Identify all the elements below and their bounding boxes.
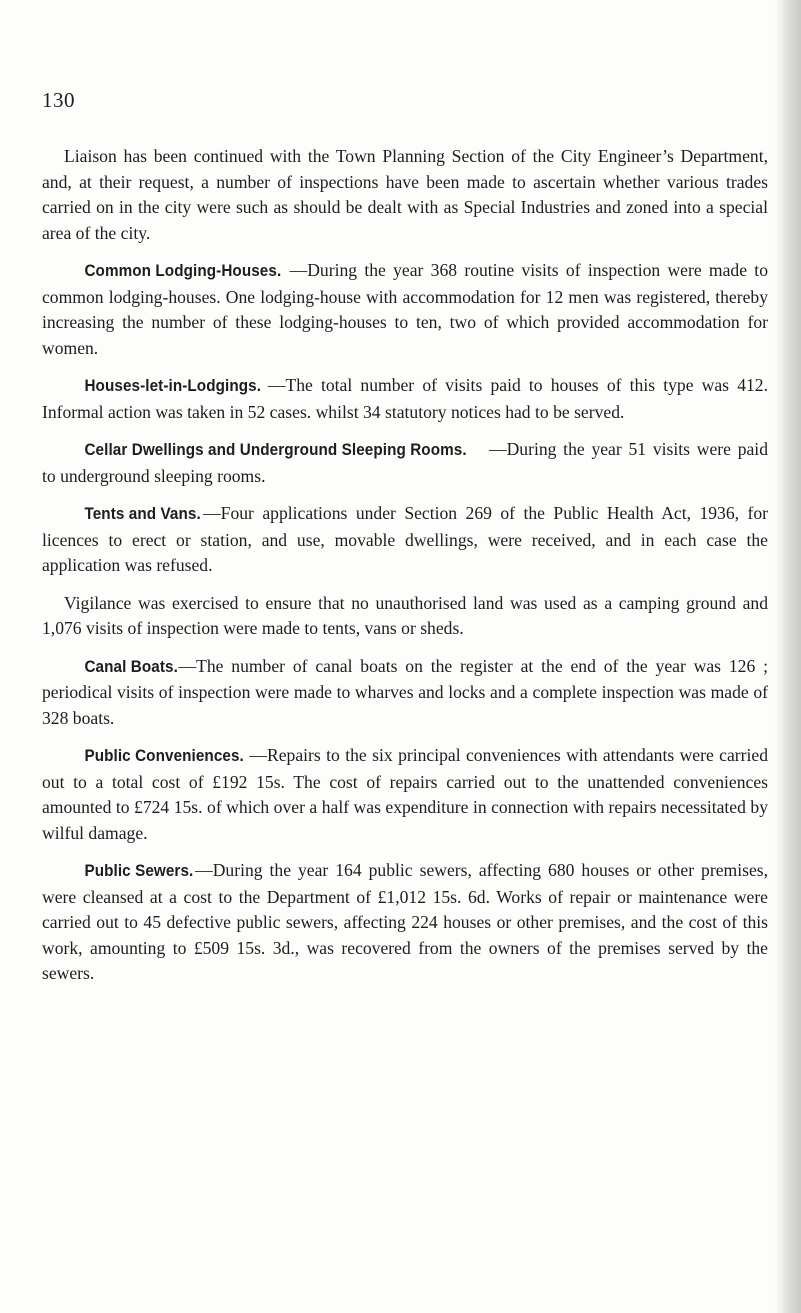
section-heading: Public Conveniences. bbox=[84, 747, 244, 765]
section-heading: Houses-let-in-Lodgings. bbox=[84, 377, 262, 395]
paragraph-text: Vigilance was exercised to ensure that no unauthorised land was used as a camping ground and 1,076 visits of inspection were made to tents, vans or sheds. bbox=[42, 592, 768, 638]
paragraph-text: —During the year 368 routine visits of inspection were made to common lodging-houses. One lodging-house with accommodation for 12 men was registered, thereby increasing the number of these lodging-houses to ten, two of which provided accommodation for women. bbox=[42, 260, 768, 358]
paragraph-text: —Four applications under Section 269 of the Public Health Act, 1936, for licences to erect or station, and use, movable dwellings, were received, and in each case the application was refused. bbox=[42, 503, 768, 575]
scan-edge-shadow bbox=[775, 0, 801, 1313]
body-text bbox=[42, 144, 768, 999]
section-heading: Public Sewers. bbox=[84, 862, 194, 880]
paragraph-text: —The total number of visits paid to houses of this type was 412. Informal action was taken in 52 cases. whilst 34 statutory notices had to be served. bbox=[42, 375, 768, 422]
paragraph-text: —The number of canal boats on the register at the end of the year was 126 ; periodical visits of inspection were made to wharves and locks and a complete inspection was made of 328 boats. bbox=[42, 655, 768, 728]
paragraph-public-conveniences bbox=[42, 743, 768, 846]
paragraph-canal-boats bbox=[42, 654, 768, 732]
paragraph-public-sewers bbox=[42, 858, 768, 987]
paragraph-town-planning-liaison bbox=[42, 144, 768, 246]
paragraph-cellar-dwellings bbox=[42, 437, 768, 489]
paragraph-text: —Repairs to the six principal conveniences with attendants were carried out to a total cost of £192 15s. The cost of repairs carried out to the unattended conveniences amounted to £724 15s. of which over a half was expenditure in connection with repairs necessitated by wilful damage. bbox=[42, 745, 768, 843]
paragraph-houses-let-in-lodgings bbox=[42, 373, 768, 425]
section-heading: Canal Boats. bbox=[84, 657, 178, 676]
paragraph-text: —During the year 51 visits were paid to underground sleeping rooms. bbox=[42, 439, 768, 486]
section-heading: Common Lodging-Houses. bbox=[84, 262, 282, 280]
paragraph-text: —During the year 164 public sewers, affecting 680 houses or other premises, were cleansed at a cost to the Department of £1,012 15s. 6d. Works of repair or maintenance were carried out to 45 defective public sewers, affecting 224 houses or other premises, and the cost of this work, amounting to £509 15s. 3d., was recovered from the owners of the premises served by the sewers. bbox=[42, 860, 768, 983]
section-heading: Tents and Vans. bbox=[84, 505, 201, 523]
section-heading: Cellar Dwellings and Underground Sleeping Rooms. bbox=[84, 441, 467, 459]
paragraph-common-lodging-houses bbox=[42, 258, 768, 361]
paragraph-vigilance-camping bbox=[42, 591, 768, 642]
paragraph-text: Liaison has been continued with the Town Planning Section of the City Engineer’s Department, and, at their request, a number of inspections have been made to ascertain whether various trades carried on in the city were such as should be dealt with as Special Industries and zoned into a special area of the city. bbox=[42, 146, 768, 243]
page-number: 130 bbox=[42, 88, 75, 112]
paragraph-tents-and-vans bbox=[42, 501, 768, 579]
